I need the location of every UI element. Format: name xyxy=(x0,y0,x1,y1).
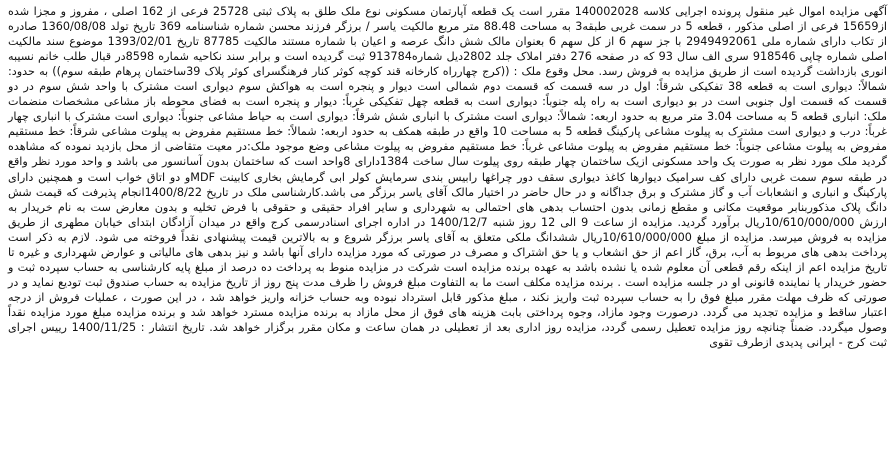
auction-notice-text: آگهی مزایده اموال غیر منقول پرونده اجرایی کلاسه 140002028 مقرر است یک قطعه آپارتمان مسکونی نوع ملک طلق به پلاک ثبتی 25728 فرعی از 162 اصلی ، مفروز و مجزا شده از15659 فرعی از اصلی مذکور ، قطعه 5 در سمت غربی طبقه3 به مساحت 88.48 متر مربع مالکیت یاسر / برزگر فرزند محسن شماره شناسنامه 369 تاریخ تولد 1360/08/08 صادره از تکاب دارای شماره ملی 2949492061 با جز سهم 6 از کل سهم 6 بعنوان مالک شش دانگ عرصه و اعیان با شماره مستند مالکیت 87785 تاریخ 1393/02/01 موضوع سند مالکیت اصلی شماره چاپی 918546 سری الف سال 93 که در صفحه 276 دفتر املاک جلد 2802دیل شماره913784 ثبت گردیده است و برابر سند نکاحیه شماره 8598در قبال طلب خانم نسیبه انوری بازداشت گردیده است از طریق مزایده به فروش رسد. محل وقوع ملک : ((کرج چهارراه کارخانه قند کوچه کوثر کنار فرهنگسرای کوثر پلاک 39ساختمان پرهام طبقه سوم)) به حدود: شمالاً: دیواری است به قطعه 38 تفکیکی شرقاً: اول در سه قسمت که قسمت دوم شمالی است دیوار و پنجره است به هواکش سوم دیواری است مشترک با واحد شش سوم در دو قسمت که قسمت اول جنوبی است در بو دیواری است به راه پله جنوباً: دیواری است به قطعه چهل تفکیکی غرباً: دیوار و پنجره است به فضای محوطه باز مشاعی مشخصات منضمات ملک: انباری قطعه 5 به مساحت 3.04 متر مربع به حدود اربعه: شمالاً: دیواری است مشترک با انباری شش شرقاً: دیواری است به حیاط مشاعی جنوباً: دیواری است مشترک با انباری چهار غرباً: درب و دیواری است مشترک به پیلوت مشاعی پارکینگ قطعه 5 به مساحت 10 واقع در طبقه همکف به حدود اربعه: شمالاً: خط مستقیم مفروض به پیلوت مشاعی شرقاً: خط مستقیم مفروض به پیلوت مشاعی جنوباً: خط مستقیم مفروض به پیلوت مشاعی غرباً: خط مستقیم مفروض به پیلوت مشاعی وضع موجود ملک:در معیت متقاضی از محل بازدید نموده که مشاهده گردید ملک مورد نظر به صورت یک واحد مسکونی ازیک ساختمان چهار طبقه روی پیلوت سال ساخت 1384دارای 8واحد است که ساختمان بدون آسانسور می باشد و واحد مورد نظر واقع در طبقه سوم سمت غربی دارای کف سرامیک دیوارها کاغذ دیواری سقف دور چراغها رابیس بندی سرمایش کولر ابی گرمایش بخاری کابینت MDFو دو اتاق خواب است و همچنین دارای پارکینگ و انباری و انشعابات آب و گاز مشترک و برق جداگانه و در حال حاضر در اختیار مالک آقای یاسر برزگر می باشد.کارشناسی ملک در تاریخ 1400/8/22انجام پذیرفت که قیمت شش دانگ پلاک مذکوربنابر موقعیت مکانی و مقطع زمانی بدون احتساب بدهی های احتمالی به شهرداری و سایر افراد حقیقی و حقوقی با فرض تخلیه و بدون معارض ست به نام خریدار به ارزش 10/610/000/000ریال برآورد گردید. مزایده از ساعت 9 الی 12 روز شنبه 1400/12/7 در اداره اجرای اسنادرسمی کرج واقع در میدان آزادگان ابتدای خیابان مطهری از طریق مزایده به فروش میرسد. مزایده از مبلغ 10/610/000/000ریال ششدانگ ملکی متعلق به آقای یاسر برزگر شروع و به بالاترین قیمت پیشنهادی نقداً فروخته می شود. لازم به ذکر است پرداخت بدهی های مربوط به آب، برق، گاز اعم از حق انشعاب و یا حق اشتراک و مصرف در صورتی که مورد مزایده دارای آنها باشد و نیز بدهی های مالیاتی و عوارض شهرداری و غیره تا تاریخ مزایده اعم از اینکه رقم قطعی آن معلوم شده یا نشده باشد به عهده برنده مزایده است شرکت در مزایده منوط به پرداخت ده درصد از مبلغ پایه کارشناسی به حساب سپرده ثبت و حضور خریدار یا نماینده قانونی او در جلسه مزایده است . برنده مزایده مکلف است ما به التفاوت مبلغ فروش را ظرف مدت پنج روز از تاریخ مزایده به حساب صندوق ثبت تودیع نماید و در صورتی که ظرف مهلت مقرر مبلغ فوق را به حساب سپرده ثبت واریز نکند ، مبلغ مذکور قابل استرداد نبوده وبه حساب خزانه واریز خواهد شد ، در این صورت ، عملیات فروش از درجه اعتبار ساقط و مزایده تجدید می گردد. درصورت وجود مازاد، وجوه پرداختی بابت هزینه های فوق از محل مازاد به برنده مزایده مسترد خواهد شد و برنده مزایده مبلغ مورد مزایده نقداً وصول میگردد. ضمناً چنانچه روز مزایده تعطیل رسمی گردد، مزایده روز اداری بعد از تعطیلی در همان ساعت و مکان مقرر برگزار خواهد شد. تاریخ انتشار : 1400/11/25 رییس اجرای ثبت کرج - ایرانی پدیدی ازطرف تقوی xyxy=(8,5,888,350)
